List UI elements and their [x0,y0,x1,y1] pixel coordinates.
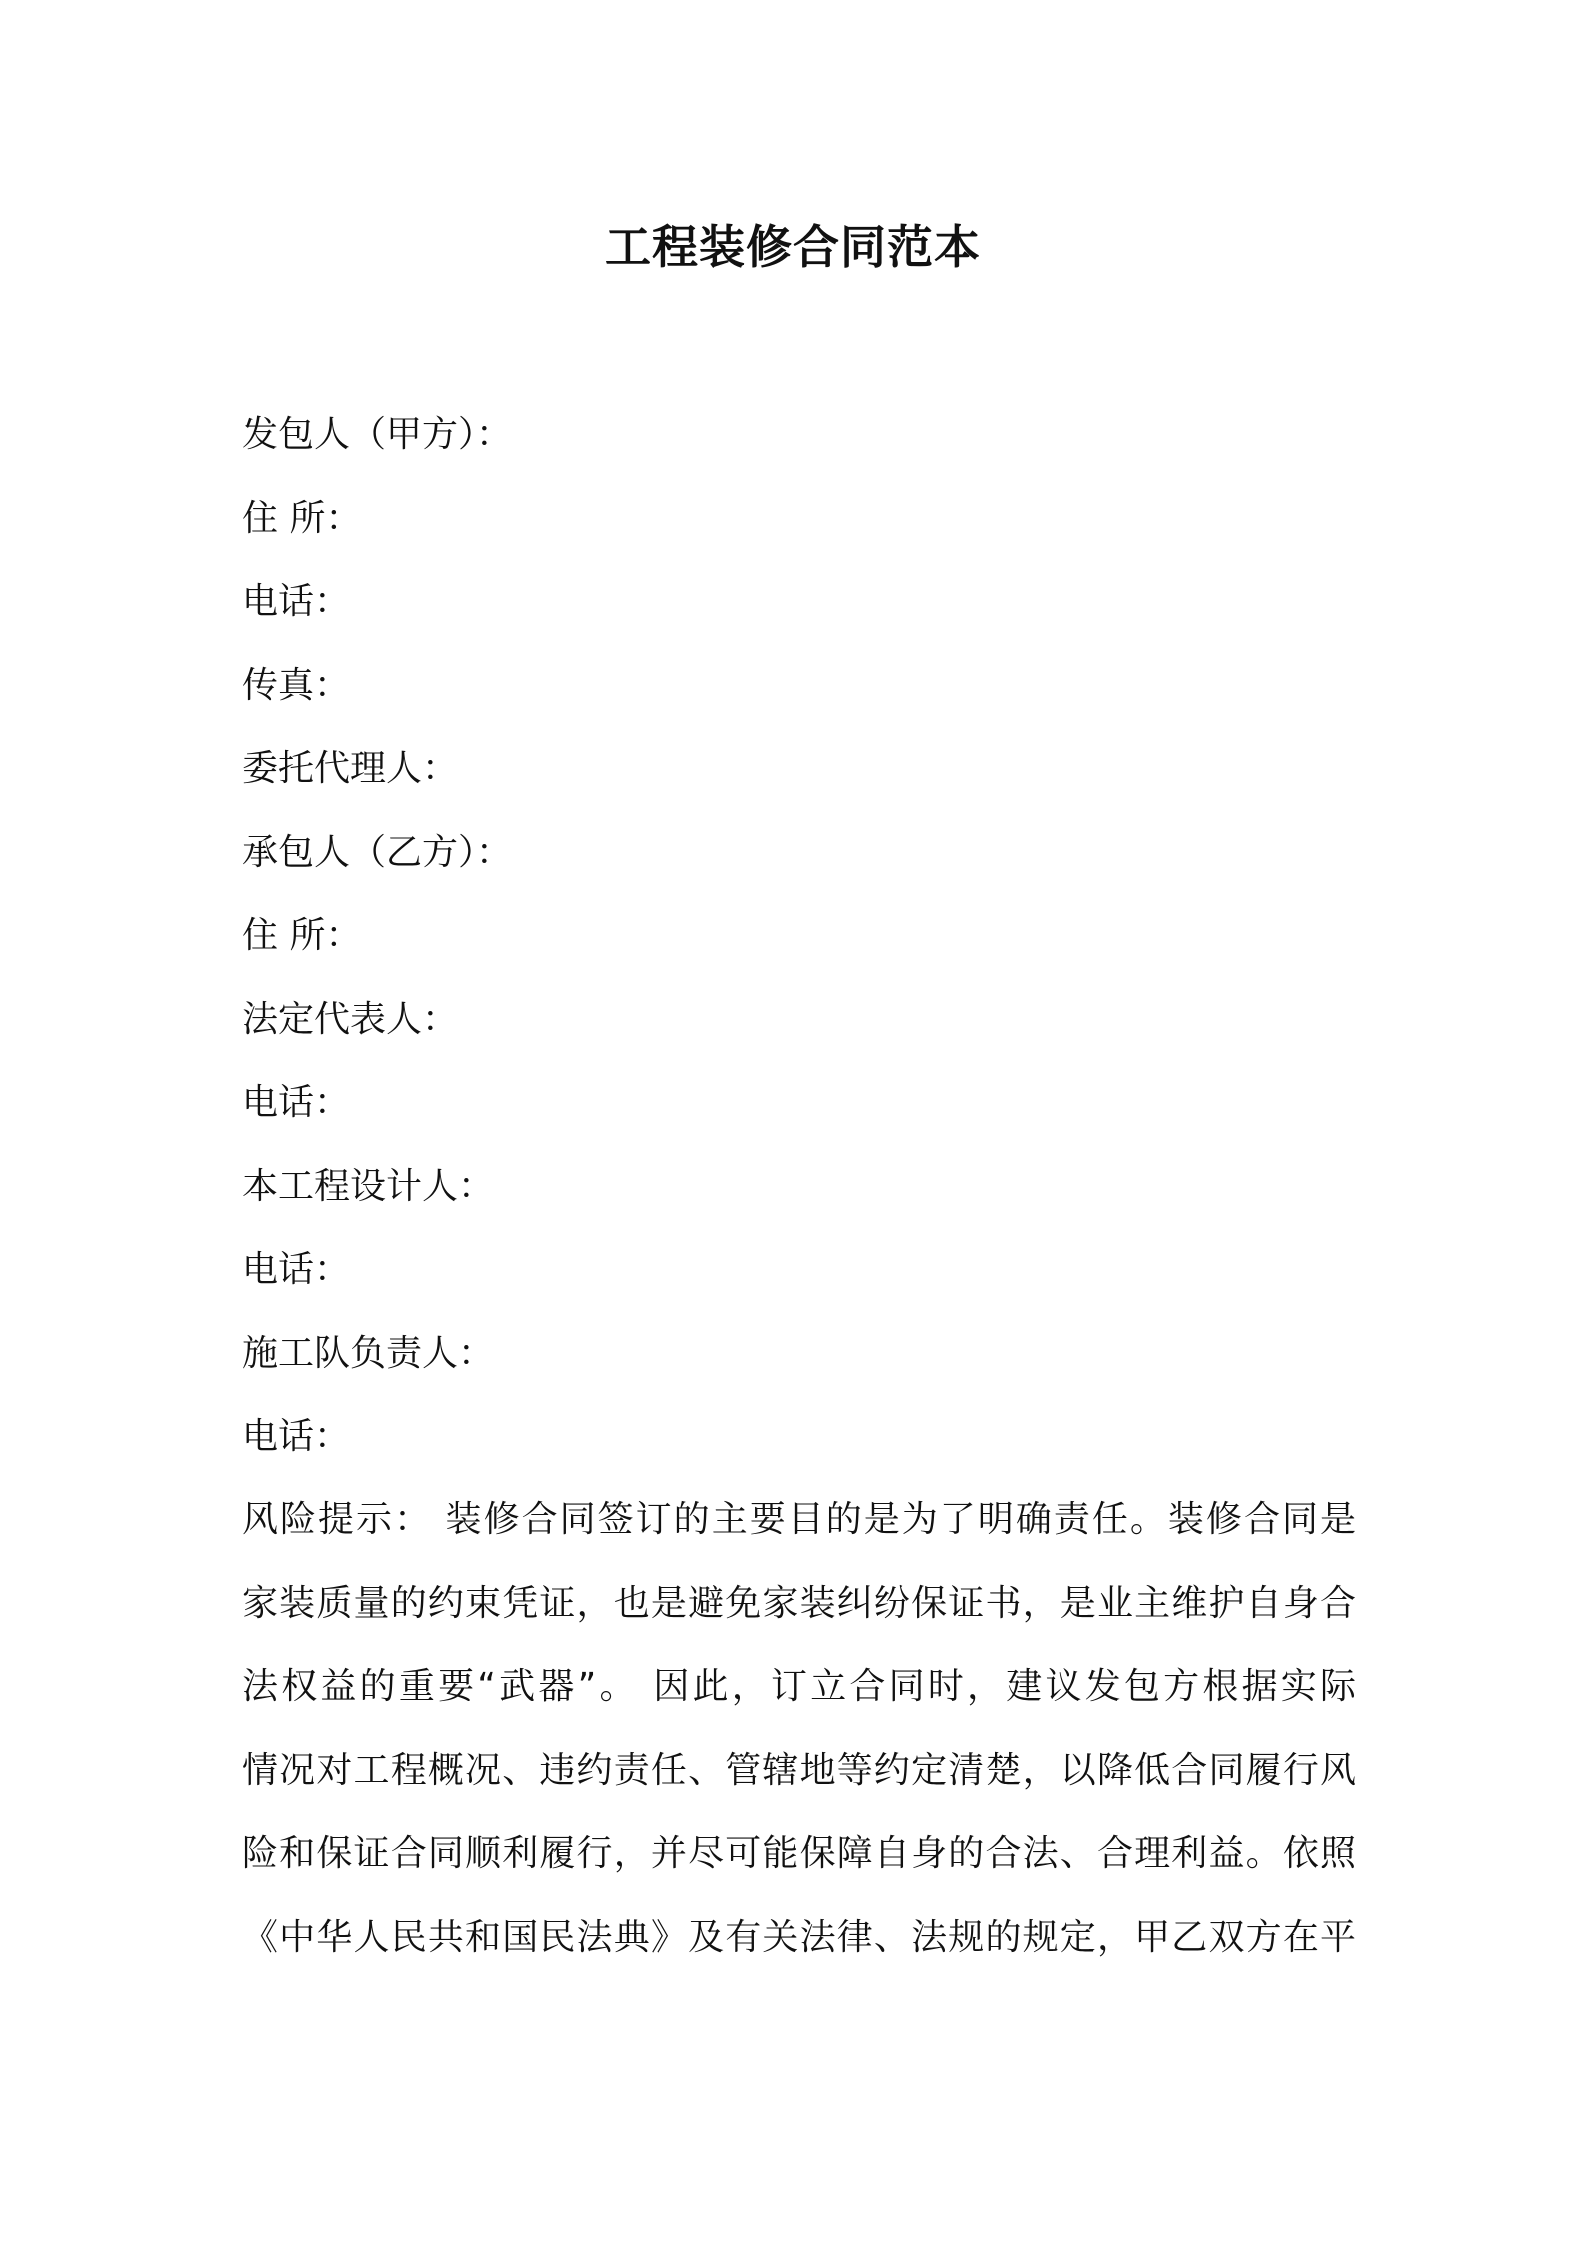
field-party-a-phone: 电话： [242,581,351,622]
paragraph-line: 险和保证合同顺利履行，并尽可能保障自身的合法、合理利益。依照 [242,1833,1356,1874]
field-designer: 本工程设计人： [242,1165,495,1207]
field-party-a-fax: 传真： [242,664,351,706]
paragraph-line: 情况对工程概况、违约责任、管辖地等约定清楚，以降低合同履行风 [242,1749,1356,1791]
field-party-b-address: 住 所： [242,915,362,956]
field-party-a-agent: 委托代理人： [242,748,459,789]
paragraph-line: 《中华人民共和国民法典》及有关法律、法规的规定，甲乙双方在平 [242,1916,1356,1958]
field-party-a: 发包人（甲方）： [242,414,513,455]
field-party-b: 承包人（乙方）： [242,831,513,873]
field-party-b-phone: 电话： [242,1082,351,1123]
field-party-a-address: 住 所： [242,497,362,539]
paragraph-line: 家装质量的约束凭证，也是避免家装纠纷保证书，是业主维护自身合 [242,1582,1356,1624]
field-crew-leader-phone: 电话： [242,1416,351,1457]
field-crew-leader: 施工队负责人： [242,1332,495,1374]
paragraph-line: 风险提示： 装修合同签订的主要目的是为了明确责任。装修合同是 [242,1499,1356,1540]
risk-notice-paragraph [242,1485,1356,1986]
party-info-fields [242,400,1362,1486]
document-title: 工程装修合同范本 [605,220,981,274]
paragraph-line: 法权益的重要“武器”。 因此，订立合同时，建议发包方根据实际 [242,1666,1356,1707]
field-designer-phone: 电话： [242,1249,351,1290]
field-party-b-legal-rep: 法定代表人： [242,998,459,1040]
